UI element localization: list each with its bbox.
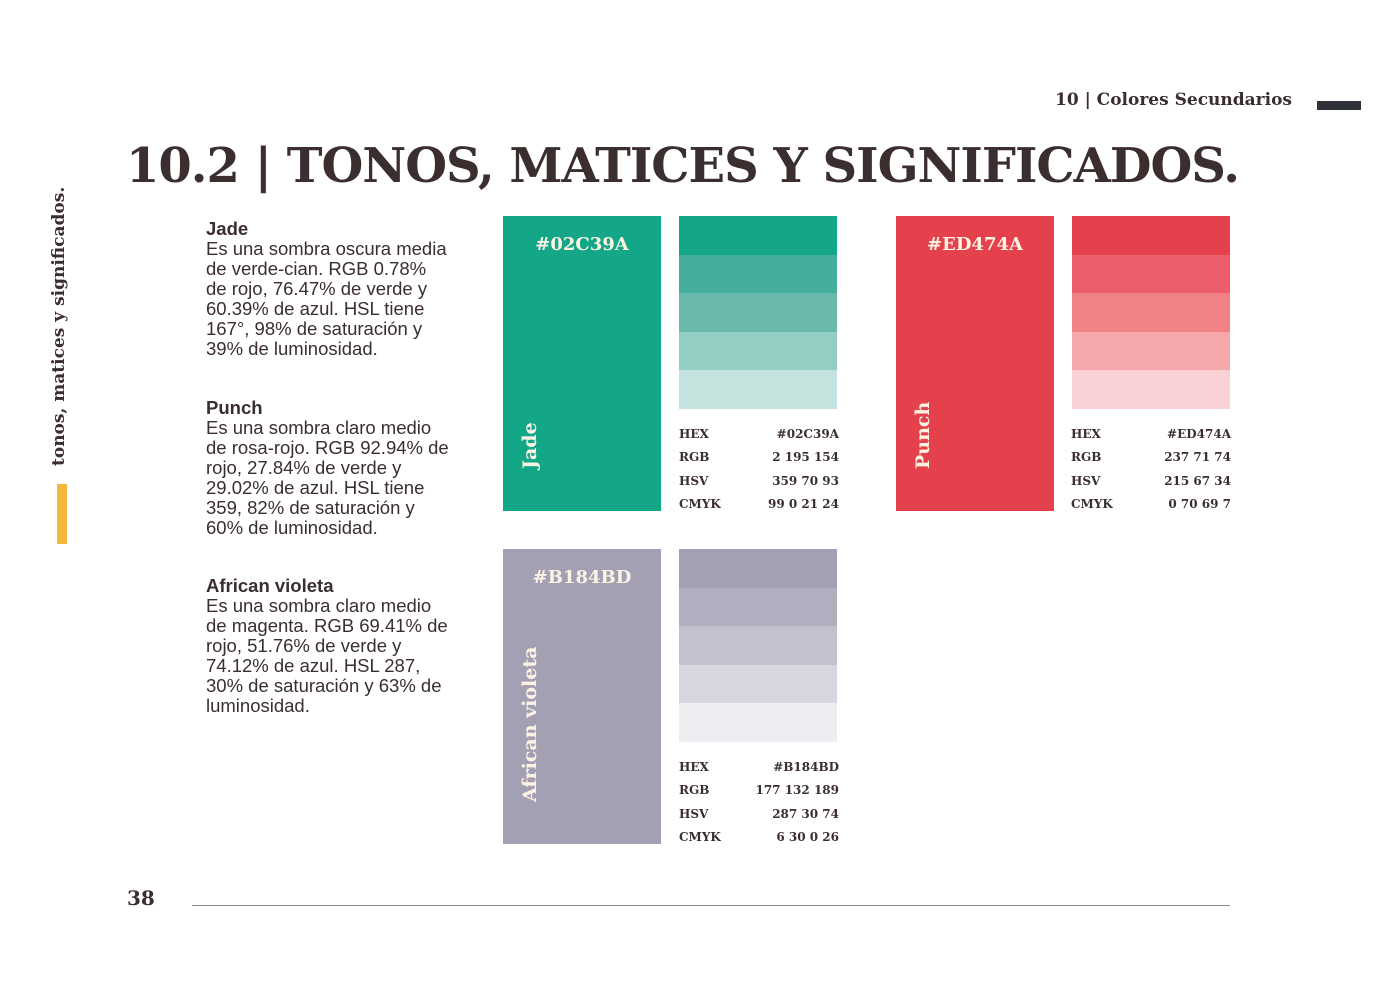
spec-value: 359 70 93 bbox=[772, 473, 839, 488]
spec-label: HSV bbox=[679, 473, 709, 488]
tint-step bbox=[1072, 216, 1230, 255]
spec-row-cmyk bbox=[679, 830, 839, 853]
spec-label: HEX bbox=[679, 760, 709, 774]
spec-row-hex bbox=[679, 427, 839, 450]
section-header: 10 | Colores Secundarios bbox=[1055, 90, 1292, 110]
tints-african-violeta bbox=[679, 549, 837, 742]
spec-label: CMYK bbox=[1071, 497, 1113, 512]
specs-punch bbox=[1071, 427, 1231, 521]
spec-label: RGB bbox=[1071, 450, 1102, 465]
spec-value: 177 132 189 bbox=[755, 783, 839, 798]
tint-step bbox=[679, 703, 837, 742]
spec-row-rgb bbox=[679, 783, 839, 806]
spec-value: 2 195 154 bbox=[772, 450, 839, 465]
description-text: Es una sombra claro medio de rosa-rojo. RGB 92.94% de rojo, 27.84% de verde y 29.02% de azul. HSL tiene 359, 82% de saturación y 60% de luminosidad. bbox=[206, 417, 449, 538]
swatch-color-name: African violeta bbox=[519, 646, 541, 802]
swatch-hex-label: #02C39A bbox=[535, 234, 629, 255]
spec-row-cmyk bbox=[679, 497, 839, 520]
swatch-color-name: Punch bbox=[912, 401, 934, 469]
tint-step bbox=[679, 255, 837, 294]
spec-row-hsv bbox=[679, 807, 839, 830]
spec-value: 6 30 0 26 bbox=[776, 830, 839, 845]
spec-row-hex bbox=[1071, 427, 1231, 450]
spec-label: CMYK bbox=[679, 830, 721, 845]
footer-divider bbox=[192, 905, 1230, 906]
swatch-punch bbox=[896, 216, 1054, 511]
spec-value: 215 67 34 bbox=[1164, 473, 1231, 488]
tints-punch bbox=[1072, 216, 1230, 409]
description-title: Punch bbox=[206, 397, 263, 418]
spec-value: 237 71 74 bbox=[1164, 450, 1231, 465]
tint-step bbox=[1072, 332, 1230, 371]
swatch-african-violeta bbox=[503, 549, 661, 844]
spec-label: RGB bbox=[679, 450, 710, 465]
spec-label: RGB bbox=[679, 783, 710, 798]
spec-row-hsv bbox=[1071, 474, 1231, 497]
spec-value: #B184BD bbox=[773, 760, 839, 774]
tint-step bbox=[1072, 255, 1230, 294]
page-number: 38 bbox=[127, 886, 155, 910]
specs-jade bbox=[679, 427, 839, 521]
description-african-violeta bbox=[206, 576, 451, 716]
description-jade bbox=[206, 219, 451, 359]
tint-step bbox=[679, 665, 837, 704]
spec-row-cmyk bbox=[1071, 497, 1231, 520]
spec-label: HEX bbox=[679, 427, 709, 441]
spec-label: HEX bbox=[1071, 427, 1101, 441]
description-punch bbox=[206, 398, 451, 538]
spec-value: 0 70 69 7 bbox=[1168, 497, 1231, 512]
tint-step bbox=[1072, 293, 1230, 332]
description-title: Jade bbox=[206, 218, 249, 239]
spec-label: CMYK bbox=[679, 497, 721, 512]
swatch-hex-label: #B184BD bbox=[532, 567, 632, 588]
spec-value: #02C39A bbox=[776, 427, 839, 441]
swatch-jade bbox=[503, 216, 661, 511]
spec-value: #ED474A bbox=[1167, 427, 1231, 441]
tint-step bbox=[679, 293, 837, 332]
side-label: tonos, matices y significados. bbox=[49, 186, 69, 466]
specs-african-violeta bbox=[679, 760, 839, 854]
spec-row-hsv bbox=[679, 474, 839, 497]
tint-step bbox=[679, 626, 837, 665]
tint-step bbox=[679, 588, 837, 627]
tint-step bbox=[679, 370, 837, 409]
tint-step bbox=[679, 549, 837, 588]
side-accent-bar bbox=[57, 484, 67, 544]
page-title: 10.2 | TONOS, MATICES Y SIGNIFICADOS. bbox=[126, 138, 1239, 194]
tint-step bbox=[679, 332, 837, 371]
spec-row-rgb bbox=[1071, 450, 1231, 473]
description-text: Es una sombra oscura media de verde-cian. RGB 0.78% de rojo, 76.47% de verde y 60.39% de azul. HSL tiene 167°, 98% de saturación y 39% de luminosidad. bbox=[206, 238, 447, 359]
spec-value: 287 30 74 bbox=[772, 806, 839, 821]
swatch-hex-label: #ED474A bbox=[927, 234, 1023, 255]
spec-row-rgb bbox=[679, 450, 839, 473]
tint-step bbox=[1072, 370, 1230, 409]
tints-jade bbox=[679, 216, 837, 409]
spec-label: HSV bbox=[679, 806, 709, 821]
spec-value: 99 0 21 24 bbox=[768, 497, 839, 512]
swatch-color-name: Jade bbox=[519, 422, 541, 469]
header-accent-bar bbox=[1317, 101, 1361, 110]
spec-row-hex bbox=[679, 760, 839, 783]
description-title: African violeta bbox=[206, 575, 334, 596]
spec-label: HSV bbox=[1071, 473, 1101, 488]
tint-step bbox=[679, 216, 837, 255]
description-text: Es una sombra claro medio de magenta. RGB 69.41% de rojo, 51.76% de verde y 74.12% de azul. HSL 287, 30% de saturación y 63% de luminosidad. bbox=[206, 595, 448, 716]
